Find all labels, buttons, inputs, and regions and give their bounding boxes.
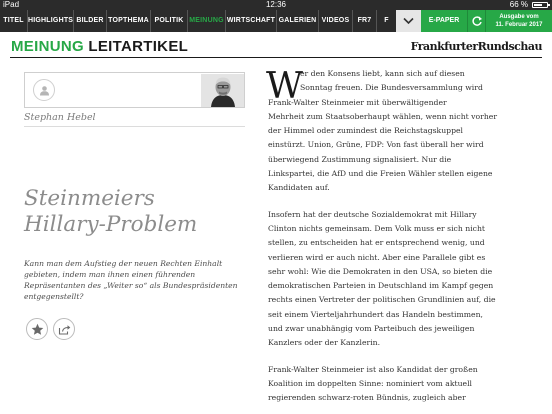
author-divider	[24, 126, 245, 127]
issue-date: 11. Februar 2017	[495, 22, 543, 28]
author-photo	[201, 74, 244, 107]
drop-cap: W	[266, 66, 304, 107]
text-line: verlieren wird er auch nicht. Aber eine Parallele gibt es	[268, 252, 486, 262]
nav-tab-wirtschaft[interactable]: WIRTSCHAFT	[226, 10, 277, 32]
text-line: er den Konsens liebt, kann sich auf diesen	[300, 69, 465, 78]
article-paragraph	[268, 67, 544, 196]
nav-tab-videos[interactable]: VIDEOS	[319, 10, 353, 32]
text-line: Mehrheit zum Staatsoberhaupt wählen, wenn nicht vorher	[268, 111, 497, 121]
refresh-icon	[471, 15, 483, 27]
author-portrait-image	[201, 74, 244, 107]
text-line: Sonntag freuen. Die Bundesversammlung wird	[300, 83, 483, 93]
text-line: Frank-Walter Steinmeier ist also Kandidat der großen	[268, 364, 478, 374]
battery-icon	[532, 2, 548, 8]
text-line: rechts einen Vertreter der politischen Grundlinien auf, die	[268, 295, 496, 305]
text-line: demokratischen Parteien in Deutschland im Kampf gegen	[268, 281, 494, 291]
author-box[interactable]	[24, 72, 245, 108]
section-title-sub: LEITARTIKEL	[88, 38, 189, 55]
text-line: Linkspartei, die AfD und die Freien Wähler stellen eigene	[268, 169, 493, 179]
nav-tab-bilder[interactable]: BILDER	[74, 10, 107, 32]
person-icon	[39, 85, 50, 96]
issue-date-button[interactable]	[485, 10, 552, 32]
text-line: Clinton nichts gemeinsam. Dem Volk muss er sich nicht	[268, 223, 486, 233]
text-line: Kandidaten auf.	[268, 183, 330, 193]
article-teaser: Kann man dem Aufstieg der neuen Rechten Einhalt gebieten, indem man ihnen einen führenden Repräsentanten des „Weiter so“ als Bundespräsidenten entgegenstellt?	[24, 259, 238, 301]
nav-tab-fr7[interactable]: FR7	[353, 10, 377, 32]
refresh-button[interactable]	[467, 10, 485, 32]
nav-tab-politik[interactable]: POLITIK	[151, 10, 188, 32]
status-bar	[0, 0, 552, 10]
battery-percentage: 66 %	[509, 0, 528, 9]
nav-tab-titel[interactable]: TITEL	[0, 10, 28, 32]
text-line: sehr wohl: Wie die Demokraten in den USA, so bieten die	[268, 266, 493, 276]
share-button[interactable]	[53, 318, 75, 340]
header-divider	[10, 57, 542, 58]
headline-line: Hillary-Problem	[24, 212, 198, 237]
star-icon	[31, 323, 44, 336]
text-line: Kanzlers oder der Kanzlerin.	[268, 338, 381, 348]
text-line: überwiegend Zustimmung signalisiert. Nur die	[268, 154, 452, 164]
text-line: und zwar unabhängig vom Parteibuch des jeweiligen	[268, 324, 475, 334]
paragraph-gap	[268, 196, 544, 208]
share-icon	[58, 323, 71, 336]
issue-label: Ausgabe vom	[499, 14, 539, 20]
brand-logo: FrankfurterRundschau	[410, 40, 542, 53]
nav-tab-highlights[interactable]: HIGHLIGHTS	[28, 10, 74, 32]
carrier-label: iPad	[3, 0, 20, 9]
more-sections-button[interactable]	[396, 10, 421, 32]
text-line: regierenden schwarz-roten Bündnis, zugleich aber	[268, 393, 466, 403]
section-title-main: MEINUNG	[11, 38, 84, 55]
text-line: Frank-Walter Steinmeier mit überwältigender	[268, 97, 447, 107]
clock: 12:36	[265, 0, 287, 9]
text-line: seit einem Vierteljahrhundert das Handeln bestimmen,	[268, 309, 483, 319]
author-avatar	[33, 79, 55, 101]
chevron-down-icon	[403, 17, 414, 25]
section-title	[11, 38, 188, 55]
nav-tab-overflow[interactable]: F	[384, 17, 389, 24]
nav-tab-meinung[interactable]: MEINUNG	[188, 10, 226, 32]
text-line: Insofern hat der deutsche Sozialdemokrat mit Hillary	[268, 209, 477, 219]
text-line: stellen, zu entscheiden hat er entsprechend wenig, und	[268, 238, 485, 248]
article-headline	[24, 186, 249, 238]
author-name[interactable]: Stephan Hebel	[24, 112, 96, 123]
favorite-button[interactable]	[26, 318, 48, 340]
text-line: einstürzt. Union, Grüne, FDP: Von fast überall her wird	[268, 140, 484, 150]
article-paragraph	[268, 363, 544, 406]
article-paragraph	[268, 208, 544, 351]
epaper-button[interactable]: E-PAPER	[421, 10, 467, 32]
nav-tab-topthema[interactable]: TOPTHEMA	[107, 10, 151, 32]
text-line: der Himmel oder zumindest die Reichstagskuppel	[268, 126, 464, 136]
article-body	[268, 67, 544, 406]
text-line: Koalition im doppelten Sinne: nominiert vom aktuell	[268, 378, 473, 388]
nav-tab-galerien[interactable]: GALERIEN	[277, 10, 319, 32]
paragraph-gap	[268, 351, 544, 363]
headline-line: Steinmeiers	[24, 186, 155, 211]
